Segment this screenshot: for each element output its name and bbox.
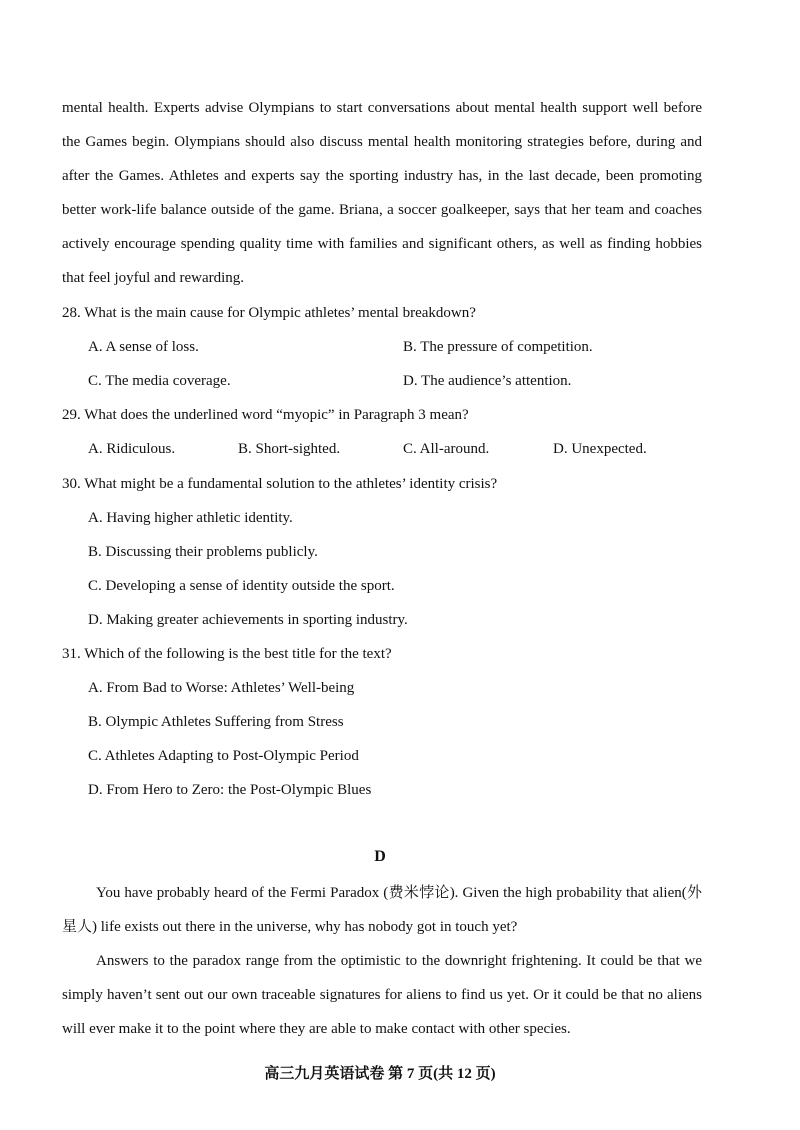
question-29-stem-prefix: 29. What does the underlined word [62, 407, 277, 423]
question-31-option-d: D. From Hero to Zero: the Post-Olympic Blues [88, 782, 372, 798]
question-31-stem: 31. Which of the following is the best title for the text? [62, 646, 392, 662]
question-29-stem [62, 405, 469, 425]
question-30-option-b: B. Discussing their problems publicly. [88, 544, 318, 560]
underlined-word-myopic: “myopic” [276, 407, 335, 423]
question-29-option-c: C. All-around. [403, 441, 490, 457]
question-30-option-a: A. Having higher athletic identity. [88, 510, 293, 526]
question-28-option-a: A. A sense of loss. [88, 339, 199, 355]
section-heading-d: D [374, 848, 386, 865]
question-29-option-b: B. Short-sighted. [238, 441, 341, 457]
question-31-option-c: C. Athletes Adapting to Post-Olympic Period [88, 748, 359, 764]
passage-c-final-paragraph: mental health. Experts advise Olympians to start conversations about mental health support well before the Games begin. Olympians should also discuss mental health monitoring strategies before, during and after the Games. Athletes and experts say the sporting industry has, in the last decade, been promoting better work-life balance outside of the game. Briana, a soccer goalkeeper, says that her team and coaches actively encourage spending quality time with families and significant others, as well as finding hobbies that feel joyful and rewarding. [62, 100, 702, 286]
question-28-option-d: D. The audience’s attention. [403, 373, 572, 389]
page-footer: 高三九月英语试卷 第 7 页(共 12 页) [264, 1066, 496, 1082]
question-30-stem: 30. What might be a fundamental solution to the athletes’ identity crisis? [62, 476, 498, 492]
question-29-option-a: A. Ridiculous. [88, 441, 176, 457]
question-29-stem-suffix: in Paragraph 3 mean? [334, 407, 469, 423]
question-29-option-d: D. Unexpected. [553, 441, 647, 457]
question-28-stem: 28. What is the main cause for Olympic athletes’ mental breakdown? [62, 305, 476, 321]
passage-d-paragraph-1: You have probably heard of the Fermi Paradox (费米悖论). Given the high probability that alien(外星人) life exists out there in the universe, why has nobody got in touch yet? [62, 885, 702, 935]
question-30-option-d: D. Making greater achievements in sporting industry. [88, 612, 408, 628]
passage-d-paragraph-2: Answers to the paradox range from the optimistic to the downright frightening. It could be that we simply haven’t sent out our own traceable signatures for aliens to find us yet. Or it could be that no aliens will ever make it to the point where they are able to make contact with other species. [62, 953, 702, 1037]
question-31-option-b: B. Olympic Athletes Suffering from Stress [88, 714, 344, 730]
question-31-option-a: A. From Bad to Worse: Athletes’ Well-being [88, 680, 355, 696]
question-30-option-c: C. Developing a sense of identity outside the sport. [88, 578, 395, 594]
question-28-option-b: B. The pressure of competition. [403, 339, 593, 355]
question-28-option-c: C. The media coverage. [88, 373, 231, 389]
